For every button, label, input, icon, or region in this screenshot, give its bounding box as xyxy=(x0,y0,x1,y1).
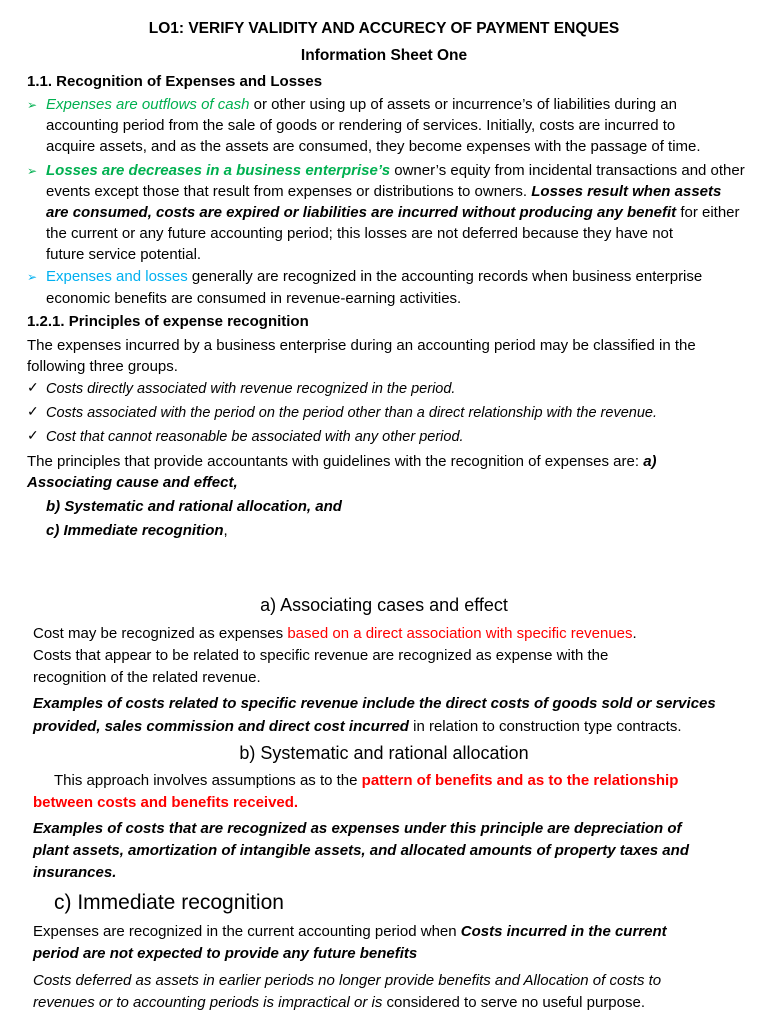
section-a-heading: a) Associating cases and effect xyxy=(260,595,508,615)
bullet-losses-line4: the current or any future accounting period; this losses are not deferred because they have not xyxy=(46,225,674,242)
bullet-expenses-losses-line1 xyxy=(46,266,702,288)
section-a-line1 xyxy=(33,623,637,645)
text-run: events except those that result from expenses or distributions to owners. xyxy=(46,183,532,200)
arrow-bullet-icon: ➢ xyxy=(27,270,38,284)
text-run: for either xyxy=(676,204,740,221)
section-b-line4: plant assets, amortization of intangible assets, and allocated amounts of property taxes and xyxy=(33,842,689,859)
bullet-losses-line1 xyxy=(46,160,745,182)
section-b-heading: b) Systematic and rational allocation xyxy=(239,743,529,763)
document-title: LO1: VERIFY VALIDITY AND ACCURECY OF PAYMENT ENQUES xyxy=(148,20,620,37)
section-a-line4: Examples of costs related to specific revenue include the direct costs of goods sold or services xyxy=(33,695,716,712)
text-run-emphasis: provided, sales commission and direct cost incurred xyxy=(33,718,409,735)
checkmark-icon: ✓ xyxy=(27,427,39,443)
bullet-losses-line3 xyxy=(46,202,740,224)
text-run: Expenses are recognized in the current accounting period when xyxy=(33,923,461,940)
principle-b: b) Systematic and rational allocation, and xyxy=(46,498,342,515)
check-item: Costs directly associated with revenue recognized in the period. xyxy=(46,381,456,397)
section-b-line1 xyxy=(54,770,678,792)
arrow-bullet-icon: ➢ xyxy=(27,164,38,178)
bullet-expenses-line2: accounting period from the sale of goods or rendering of services. Initially, costs are incurred to xyxy=(46,117,676,134)
text-run: Cost may be recognized as expenses xyxy=(33,625,288,642)
section-1-1-heading: 1.1. Recognition of Expenses and Losses xyxy=(27,73,323,90)
arrow-bullet-icon: ➢ xyxy=(27,98,38,112)
principle-c xyxy=(46,520,228,542)
text-run-emphasis: Costs incurred in the current xyxy=(460,923,667,940)
text-run-italic: revenues or to accounting periods is impractical or is xyxy=(33,994,383,1011)
bullet-losses-line5: future service potential. xyxy=(46,246,202,263)
text-run: or other using up of assets or incurrence’s of liabilities during an xyxy=(249,96,677,113)
document-subtitle: Information Sheet One xyxy=(300,47,468,64)
intro-line1: The expenses incurred by a business enterprise during an accounting period may be classified in the xyxy=(27,337,696,354)
text-run: . xyxy=(632,625,637,642)
section-c-line2: period are not expected to provide any future benefits xyxy=(33,945,418,962)
check-item: Costs associated with the period on the period other than a direct relationship with the revenue. xyxy=(46,405,657,421)
text-run: generally are recognized in the accounting records when business enterprise xyxy=(187,268,703,285)
section-a-line3: recognition of the related revenue. xyxy=(33,669,261,686)
section-b-line3: Examples of costs that are recognized as expenses under this principle are depreciation of xyxy=(33,820,682,837)
principle-a: Associating cause and effect, xyxy=(27,474,238,491)
red-highlight: pattern of benefits and as to the relationship xyxy=(361,772,679,789)
bullet-expenses-line3: acquire assets, and as the assets are consumed, they become expenses with the passage of time. xyxy=(46,138,701,155)
text-run: considered to serve no useful purpose. xyxy=(382,994,646,1011)
section-c-heading: c) Immediate recognition xyxy=(54,891,284,914)
text-run: , xyxy=(223,522,228,539)
bullet-expenses-losses-line2: economic benefits are consumed in revenue-earning activities. xyxy=(46,290,462,307)
principle-a-marker: a) xyxy=(643,453,657,470)
section-a-line2: Costs that appear to be related to specific revenue are recognized as expense with the xyxy=(33,647,609,664)
section-c-line1 xyxy=(33,921,667,943)
text-run-emphasis: Losses result when assets xyxy=(531,183,722,200)
bullet-losses-line2 xyxy=(46,181,721,203)
checkmark-icon: ✓ xyxy=(27,403,39,419)
check-item: Cost that cannot reasonable be associated with any other period. xyxy=(46,429,464,445)
text-run: owner’s equity from incidental transactions and other xyxy=(390,162,745,179)
bullet-expenses-line1 xyxy=(46,94,677,116)
text-run: The principles that provide accountants with guidelines with the recognition of expenses are: xyxy=(27,453,644,470)
checkmark-icon: ✓ xyxy=(27,379,39,395)
section-c-line3: Costs deferred as assets in earlier periods no longer provide benefits and Allocation of costs to xyxy=(33,972,662,989)
section-b-line2: between costs and benefits received. xyxy=(33,794,299,811)
text-run-emphasis: are consumed, costs are expired or liabilities are incurred without producing any benefit xyxy=(46,204,677,221)
principles-line1 xyxy=(27,451,657,473)
expenses-definition-highlight: Expenses are outflows of cash xyxy=(46,96,250,113)
losses-definition-highlight: Losses are decreases in a business enterprise’s xyxy=(46,162,391,179)
section-a-line5 xyxy=(33,716,682,738)
text-run: in relation to construction type contracts. xyxy=(408,718,682,735)
expenses-losses-highlight: Expenses and losses xyxy=(46,268,188,285)
section-c-line4 xyxy=(33,992,645,1014)
red-highlight: based on a direct association with specific revenues xyxy=(287,625,633,642)
section-b-line5: insurances. xyxy=(33,864,117,881)
intro-line2: following three groups. xyxy=(27,358,178,375)
section-1-2-1-heading: 1.2.1. Principles of expense recognition xyxy=(27,313,309,330)
text-run: This approach involves assumptions as to the xyxy=(54,772,362,789)
text-run-emphasis: c) Immediate recognition xyxy=(46,522,224,539)
